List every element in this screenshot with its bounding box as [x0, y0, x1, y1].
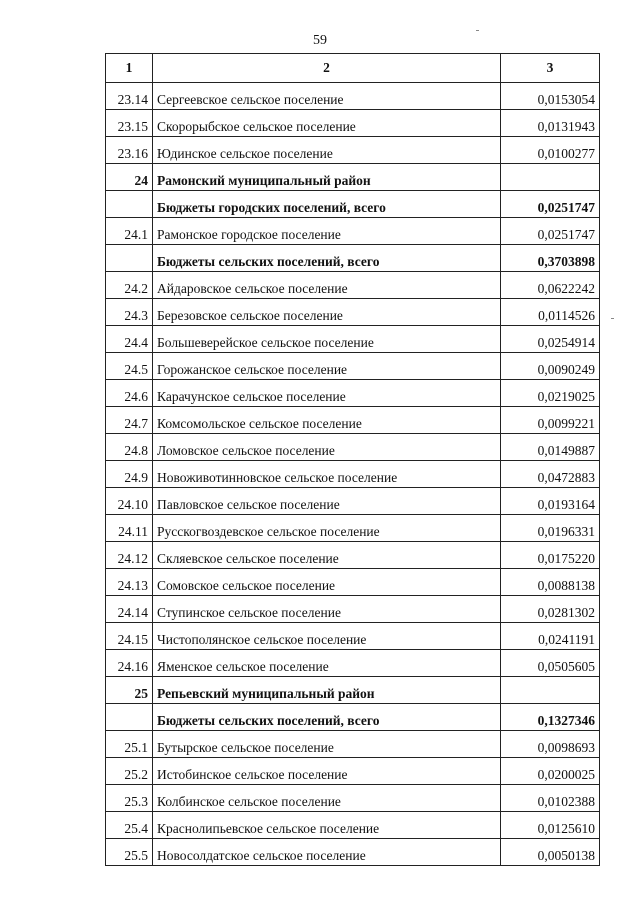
row-value-cell: 0,0114526	[501, 299, 600, 326]
row-number-cell: 24.11	[106, 515, 153, 542]
row-name-cell: Бюджеты сельских поселений, всего	[153, 704, 501, 731]
row-value-cell: 0,0281302	[501, 596, 600, 623]
row-value-cell: 0,0131943	[501, 110, 600, 137]
row-number-cell: 24.14	[106, 596, 153, 623]
row-name-cell: Чистополянское сельское поселение	[153, 623, 501, 650]
row-number-cell: 24.2	[106, 272, 153, 299]
column-header-number: 1	[106, 54, 153, 83]
table-row	[106, 353, 600, 380]
row-name-cell: Бюджеты городских поселений, всего	[153, 191, 501, 218]
table-row	[106, 758, 600, 785]
table-row	[106, 596, 600, 623]
table-row	[106, 380, 600, 407]
row-name-cell: Колбинское сельское поселение	[153, 785, 501, 812]
row-value-cell: 0,0251747	[501, 218, 600, 245]
row-number-cell: 24.7	[106, 407, 153, 434]
row-name-cell: Горожанское сельское поселение	[153, 353, 501, 380]
row-name-cell: Рамонский муниципальный район	[153, 164, 501, 191]
table-row	[106, 407, 600, 434]
row-number-cell: 25.3	[106, 785, 153, 812]
table-row	[106, 785, 600, 812]
row-number-cell: 24.13	[106, 569, 153, 596]
table-row	[106, 245, 600, 272]
row-value-cell: 0,0254914	[501, 326, 600, 353]
table-row	[106, 461, 600, 488]
table-row	[106, 812, 600, 839]
row-name-cell: Большеверейское сельское поселение	[153, 326, 501, 353]
row-number-cell: 24.4	[106, 326, 153, 353]
row-value-cell	[501, 164, 600, 191]
row-number-cell: 24.6	[106, 380, 153, 407]
row-value-cell: 0,0102388	[501, 785, 600, 812]
row-name-cell: Березовское сельское поселение	[153, 299, 501, 326]
row-name-cell: Ступинское сельское поселение	[153, 596, 501, 623]
table-row	[106, 488, 600, 515]
row-value-cell: 0,0251747	[501, 191, 600, 218]
table-row	[106, 839, 600, 866]
row-number-cell: 24.1	[106, 218, 153, 245]
row-name-cell: Юдинское сельское поселение	[153, 137, 501, 164]
row-value-cell	[501, 677, 600, 704]
row-number-cell: 25.5	[106, 839, 153, 866]
row-name-cell: Ломовское сельское поселение	[153, 434, 501, 461]
row-name-cell: Скорорыбское сельское поселение	[153, 110, 501, 137]
row-name-cell: Комсомольское сельское поселение	[153, 407, 501, 434]
row-name-cell: Бутырское сельское поселение	[153, 731, 501, 758]
row-number-cell: 25.2	[106, 758, 153, 785]
row-value-cell: 0,0153054	[501, 83, 600, 110]
scan-mark	[611, 318, 614, 319]
row-number-cell: 24.16	[106, 650, 153, 677]
row-number-cell: 24.12	[106, 542, 153, 569]
row-name-cell: Скляевское сельское поселение	[153, 542, 501, 569]
table-row	[106, 272, 600, 299]
table-row	[106, 299, 600, 326]
row-name-cell: Сомовское сельское поселение	[153, 569, 501, 596]
row-name-cell: Павловское сельское поселение	[153, 488, 501, 515]
row-value-cell: 0,0088138	[501, 569, 600, 596]
row-number-cell: 24.15	[106, 623, 153, 650]
row-value-cell: 0,1327346	[501, 704, 600, 731]
row-number-cell: 24.3	[106, 299, 153, 326]
row-name-cell: Яменское сельское поселение	[153, 650, 501, 677]
row-number-cell: 24.9	[106, 461, 153, 488]
scan-mark	[476, 30, 479, 31]
table-row	[106, 218, 600, 245]
table-row	[106, 677, 600, 704]
table-row	[106, 515, 600, 542]
row-name-cell: Истобинское сельское поселение	[153, 758, 501, 785]
row-value-cell: 0,0050138	[501, 839, 600, 866]
row-number-cell: 24.10	[106, 488, 153, 515]
row-number-cell	[106, 191, 153, 218]
row-value-cell: 0,0090249	[501, 353, 600, 380]
row-value-cell: 0,0241191	[501, 623, 600, 650]
row-name-cell: Репьевский муниципальный район	[153, 677, 501, 704]
column-header-name: 2	[153, 54, 501, 83]
row-name-cell: Новоживотинновское сельское поселение	[153, 461, 501, 488]
row-value-cell: 0,0472883	[501, 461, 600, 488]
row-value-cell: 0,0622242	[501, 272, 600, 299]
table-row	[106, 164, 600, 191]
row-number-cell: 25	[106, 677, 153, 704]
row-number-cell	[106, 704, 153, 731]
row-value-cell: 0,0193164	[501, 488, 600, 515]
column-header-value: 3	[501, 54, 600, 83]
row-number-cell: 24.8	[106, 434, 153, 461]
row-number-cell: 24.5	[106, 353, 153, 380]
row-value-cell: 0,0100277	[501, 137, 600, 164]
table-row	[106, 731, 600, 758]
row-number-cell: 23.16	[106, 137, 153, 164]
row-name-cell: Сергеевское сельское поселение	[153, 83, 501, 110]
table-row	[106, 542, 600, 569]
table-row	[106, 83, 600, 110]
row-number-cell: 24	[106, 164, 153, 191]
row-name-cell: Бюджеты сельских поселений, всего	[153, 245, 501, 272]
row-value-cell: 0,0099221	[501, 407, 600, 434]
row-number-cell: 23.15	[106, 110, 153, 137]
table-row	[106, 434, 600, 461]
page-number: 59	[313, 33, 327, 48]
row-value-cell: 0,0125610	[501, 812, 600, 839]
table-row	[106, 326, 600, 353]
table-header-row	[106, 54, 600, 83]
row-name-cell: Айдаровское сельское поселение	[153, 272, 501, 299]
row-name-cell: Карачунское сельское поселение	[153, 380, 501, 407]
table-row	[106, 191, 600, 218]
table-row	[106, 110, 600, 137]
row-value-cell: 0,0219025	[501, 380, 600, 407]
table-row	[106, 704, 600, 731]
table-row	[106, 569, 600, 596]
row-name-cell: Новосолдатское сельское поселение	[153, 839, 501, 866]
table-row	[106, 137, 600, 164]
row-value-cell: 0,0098693	[501, 731, 600, 758]
row-name-cell: Русскогвоздевское сельское поселение	[153, 515, 501, 542]
table-body	[106, 83, 600, 866]
row-value-cell: 0,0200025	[501, 758, 600, 785]
table-row	[106, 623, 600, 650]
row-number-cell	[106, 245, 153, 272]
budget-table	[105, 53, 600, 866]
row-value-cell: 0,3703898	[501, 245, 600, 272]
row-number-cell: 23.14	[106, 83, 153, 110]
row-value-cell: 0,0175220	[501, 542, 600, 569]
row-value-cell: 0,0149887	[501, 434, 600, 461]
table-row	[106, 650, 600, 677]
row-name-cell: Краснолипьевское сельское поселение	[153, 812, 501, 839]
row-name-cell: Рамонское городское поселение	[153, 218, 501, 245]
row-value-cell: 0,0505605	[501, 650, 600, 677]
row-value-cell: 0,0196331	[501, 515, 600, 542]
row-number-cell: 25.4	[106, 812, 153, 839]
row-number-cell: 25.1	[106, 731, 153, 758]
